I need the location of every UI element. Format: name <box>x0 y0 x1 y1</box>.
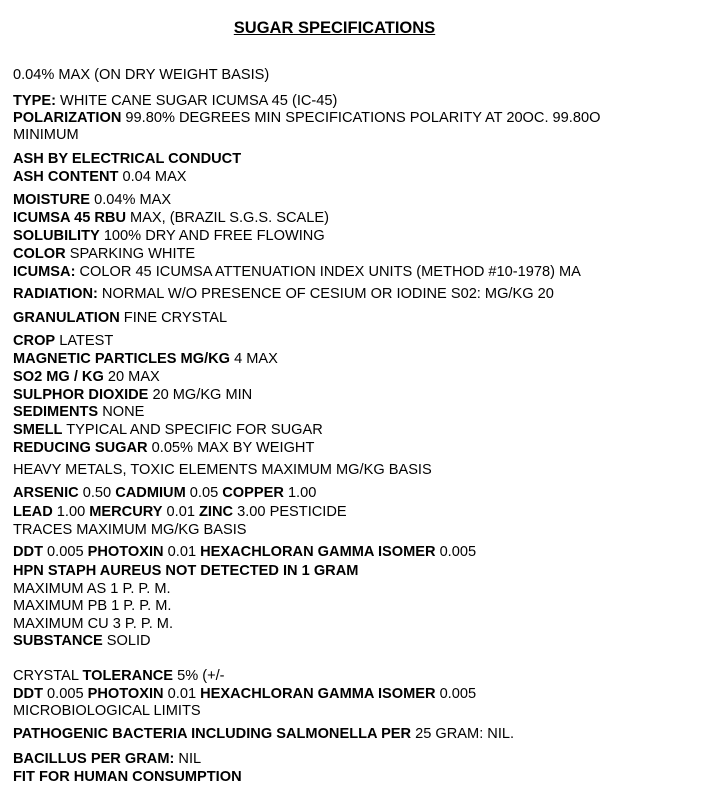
spec-value: 0.04% MAX (ON DRY WEIGHT BASIS) <box>13 67 270 83</box>
spec-line <box>13 522 247 539</box>
spec-value: 1.00 <box>283 485 317 501</box>
spec-value: 0.01 <box>162 504 200 520</box>
spec-label: COPPER <box>222 485 284 501</box>
spec-line <box>13 351 278 368</box>
spec-line <box>13 633 151 650</box>
spec-value: NORMAL W/O PRESENCE OF CESIUM OR IODINE S02: MG/KG 20 <box>97 286 554 302</box>
spec-value: 20 MAX <box>103 369 160 385</box>
spec-value: HEAVY METALS, TOXIC ELEMENTS MAXIMUM MG/KG BASIS <box>13 462 432 478</box>
spec-value: 99.80% DEGREES MIN SPECIFICATIONS POLARITY AT 20OC. 99.80O <box>121 110 601 126</box>
spec-label: HPN STAPH AUREUS NOT DETECTED IN 1 GRAM <box>13 563 359 579</box>
spec-value: 4 MAX <box>230 351 278 367</box>
spec-value: 0.005 <box>435 686 477 702</box>
spec-label: MERCURY <box>89 504 163 520</box>
spec-value: SOLID <box>102 633 151 649</box>
spec-value: 0.50 <box>78 485 116 501</box>
spec-line <box>13 192 171 209</box>
spec-line <box>13 581 171 598</box>
spec-value: 0.05% MAX BY WEIGHT <box>147 440 315 456</box>
spec-value: 0.01 <box>163 544 201 560</box>
spec-line <box>13 769 242 786</box>
spec-label: PHOTOXIN <box>87 686 164 702</box>
spec-label: HEXACHLORAN GAMMA ISOMER <box>200 686 436 702</box>
spec-value: LATEST <box>55 333 114 349</box>
spec-value: 0.005 <box>43 544 88 560</box>
spec-line <box>13 67 269 84</box>
spec-label: LEAD <box>13 504 53 520</box>
spec-line <box>13 169 187 186</box>
spec-line <box>13 404 144 421</box>
spec-value: COLOR 45 ICUMSA ATTENUATION INDEX UNITS (METHOD #10-1978) MA <box>75 264 581 280</box>
spec-value: NIL <box>174 751 202 767</box>
spec-value: MAXIMUM PB 1 P. P. M. <box>13 598 172 614</box>
spec-line <box>13 504 347 521</box>
spec-value: MAXIMUM CU 3 P. P. M. <box>13 616 174 632</box>
spec-label: SMELL <box>13 422 63 438</box>
spec-value: 3.00 PESTICIDE <box>233 504 347 520</box>
spec-label: ICUMSA: <box>13 264 76 280</box>
spec-value: 0.005 <box>43 686 88 702</box>
spec-value: FINE CRYSTAL <box>119 310 228 326</box>
spec-label: RADIATION: <box>13 286 98 302</box>
spec-line <box>13 228 325 245</box>
spec-label: SULPHOR DIOXIDE <box>13 387 149 403</box>
spec-line <box>13 616 173 633</box>
spec-label: ARSENIC <box>13 485 79 501</box>
spec-label: FIT FOR HUMAN CONSUMPTION <box>13 769 242 785</box>
spec-line <box>13 387 252 404</box>
spec-label: ZINC <box>199 504 234 520</box>
spec-label: SO2 MG / KG <box>13 369 104 385</box>
spec-line <box>13 462 432 479</box>
spec-line <box>13 333 113 350</box>
spec-value: CRYSTAL <box>13 668 83 684</box>
spec-value: 0.01 <box>163 686 201 702</box>
spec-line <box>13 563 358 580</box>
spec-line <box>13 485 316 502</box>
spec-label: MAGNETIC PARTICLES MG/KG <box>13 351 231 367</box>
spec-label: CADMIUM <box>115 485 186 501</box>
spec-line <box>13 726 514 743</box>
spec-line <box>13 210 329 227</box>
spec-value: MAX, (BRAZIL S.G.S. SCALE) <box>125 210 329 226</box>
spec-line <box>13 93 337 110</box>
spec-value: MICROBIOLOGICAL LIMITS <box>13 703 201 719</box>
spec-line <box>13 151 241 168</box>
spec-value: MINIMUM <box>13 127 79 143</box>
spec-value: MAXIMUM AS 1 P. P. M. <box>13 581 171 597</box>
spec-value: 0.05 <box>185 485 223 501</box>
spec-line <box>13 310 227 327</box>
spec-line <box>13 286 554 303</box>
spec-label: COLOR <box>13 246 66 262</box>
spec-line <box>13 440 314 457</box>
spec-value: SPARKING WHITE <box>65 246 196 262</box>
spec-line <box>13 264 581 281</box>
spec-label: REDUCING SUGAR <box>13 440 148 456</box>
spec-line <box>13 598 171 615</box>
spec-value: 0.005 <box>435 544 477 560</box>
spec-label: SOLUBILITY <box>13 228 100 244</box>
spec-value: 1.00 <box>52 504 90 520</box>
spec-label: DDT <box>13 686 43 702</box>
spec-value: 20 MG/KG MIN <box>148 387 253 403</box>
spec-line <box>13 544 476 561</box>
spec-label: GRANULATION <box>13 310 120 326</box>
spec-value: NONE <box>98 404 145 420</box>
spec-label: ICUMSA 45 RBU <box>13 210 126 226</box>
spec-line <box>13 668 225 685</box>
spec-line <box>13 686 476 703</box>
spec-value: 0.04 MAX <box>118 169 187 185</box>
spec-line <box>13 127 79 144</box>
spec-line <box>13 369 160 386</box>
spec-label: PATHOGENIC BACTERIA INCLUDING SALMONELLA PER <box>13 726 412 742</box>
spec-value: 5% (+/- <box>173 668 225 684</box>
spec-label: TOLERANCE <box>82 668 174 684</box>
spec-value: 25 GRAM: NIL. <box>411 726 515 742</box>
spec-label: PHOTOXIN <box>87 544 164 560</box>
spec-label: HEXACHLORAN GAMMA ISOMER <box>200 544 436 560</box>
spec-label: MOISTURE <box>13 192 91 208</box>
spec-line <box>13 422 323 439</box>
spec-label: BACILLUS PER GRAM: <box>13 751 175 767</box>
spec-value: WHITE CANE SUGAR ICUMSA 45 (IC-45) <box>55 93 338 109</box>
spec-label: ASH CONTENT <box>13 169 119 185</box>
spec-line <box>13 110 600 127</box>
spec-value: 100% DRY AND FREE FLOWING <box>99 228 325 244</box>
spec-label: POLARIZATION <box>13 110 122 126</box>
spec-line <box>13 246 195 263</box>
spec-line <box>13 751 201 768</box>
spec-label: CROP <box>13 333 56 349</box>
spec-label: TYPE: <box>13 93 56 109</box>
spec-label: DDT <box>13 544 43 560</box>
spec-value: TRACES MAXIMUM MG/KG BASIS <box>13 522 247 538</box>
spec-label: ASH BY ELECTRICAL CONDUCT <box>13 151 242 167</box>
spec-label: SEDIMENTS <box>13 404 99 420</box>
spec-value: 0.04% MAX <box>90 192 172 208</box>
spec-line <box>13 703 201 720</box>
document-title: SUGAR SPECIFICATIONS <box>233 19 436 37</box>
spec-value: TYPICAL AND SPECIFIC FOR SUGAR <box>62 422 323 438</box>
spec-label: SUBSTANCE <box>13 633 103 649</box>
